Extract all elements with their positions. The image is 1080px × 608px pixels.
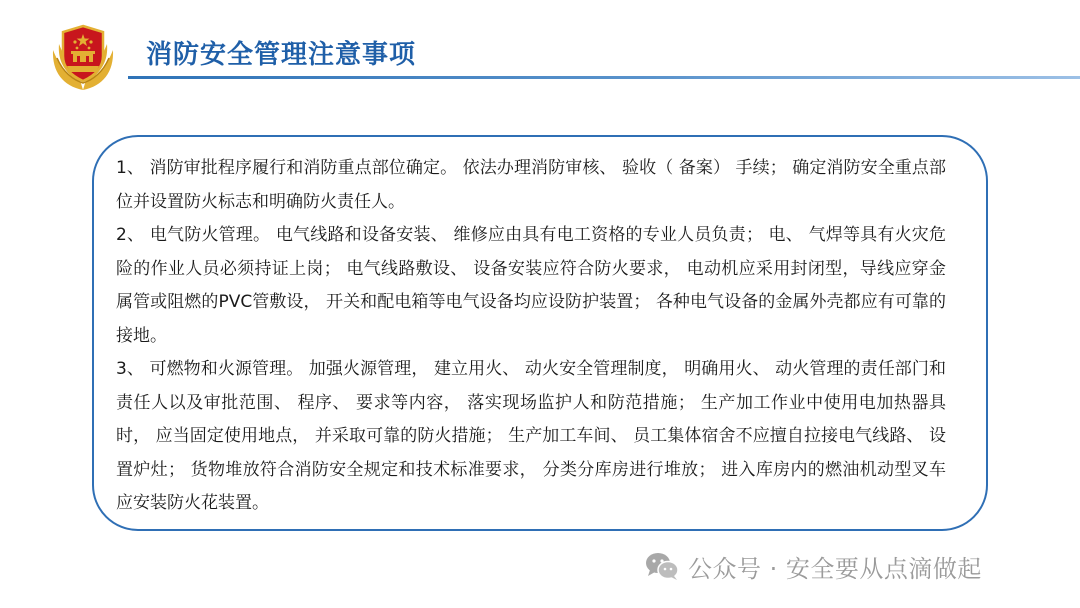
wechat-watermark xyxy=(644,549,982,583)
title-divider xyxy=(128,76,1080,79)
fire-rescue-emblem-icon xyxy=(49,20,117,92)
page-title: 消防安全管理注意事项 xyxy=(146,40,417,70)
watermark-text: 公众号 · 安全要从点滴做起 xyxy=(688,554,982,583)
paragraph-3: 3、 可燃物和火源管理。 加强火源管理， 建立用火、 动火安全管理制度， 明确用火、 动火管理的责任部门和责任人以及审批范围、 程序、 要求等内容， 落实现场监护人和防范措施； 生产加工作业中使用电加热器具时， 应当固定使用地点， 并采取可靠的防火措施； 生产加工车间、 员工集体宿舍不应擅自拉接电气线路、 设置炉灶； 货物堆放符合消防安全规定和技术标准要求， 分类分库房进行堆放； 进入库房内的燃油机动型叉车应安装防火花装置。 xyxy=(116,359,946,513)
wechat-icon xyxy=(644,551,680,581)
paragraph-2: 2、 电气防火管理。 电气线路和设备安装、 维修应由具有电工资格的专业人员负责； 电、 气焊等具有火灾危险的作业人员必须持证上岗； 电气线路敷设、 设备安装应符合防火要求， 电动机应采用封闭型，导线应穿金属管或阻燃的PVC管敷设， 开关和配电箱等电气设备均应设防护装置； 各种电气设备的金属外壳都应有可靠的接地。 xyxy=(116,225,946,346)
content-body xyxy=(116,152,946,521)
paragraph-1: 1、 消防审批程序履行和消防重点部位确定。 依法办理消防审核、 验收（ 备案） 手续； 确定消防安全重点部位并设置防火标志和明确防火责任人。 xyxy=(116,158,946,212)
